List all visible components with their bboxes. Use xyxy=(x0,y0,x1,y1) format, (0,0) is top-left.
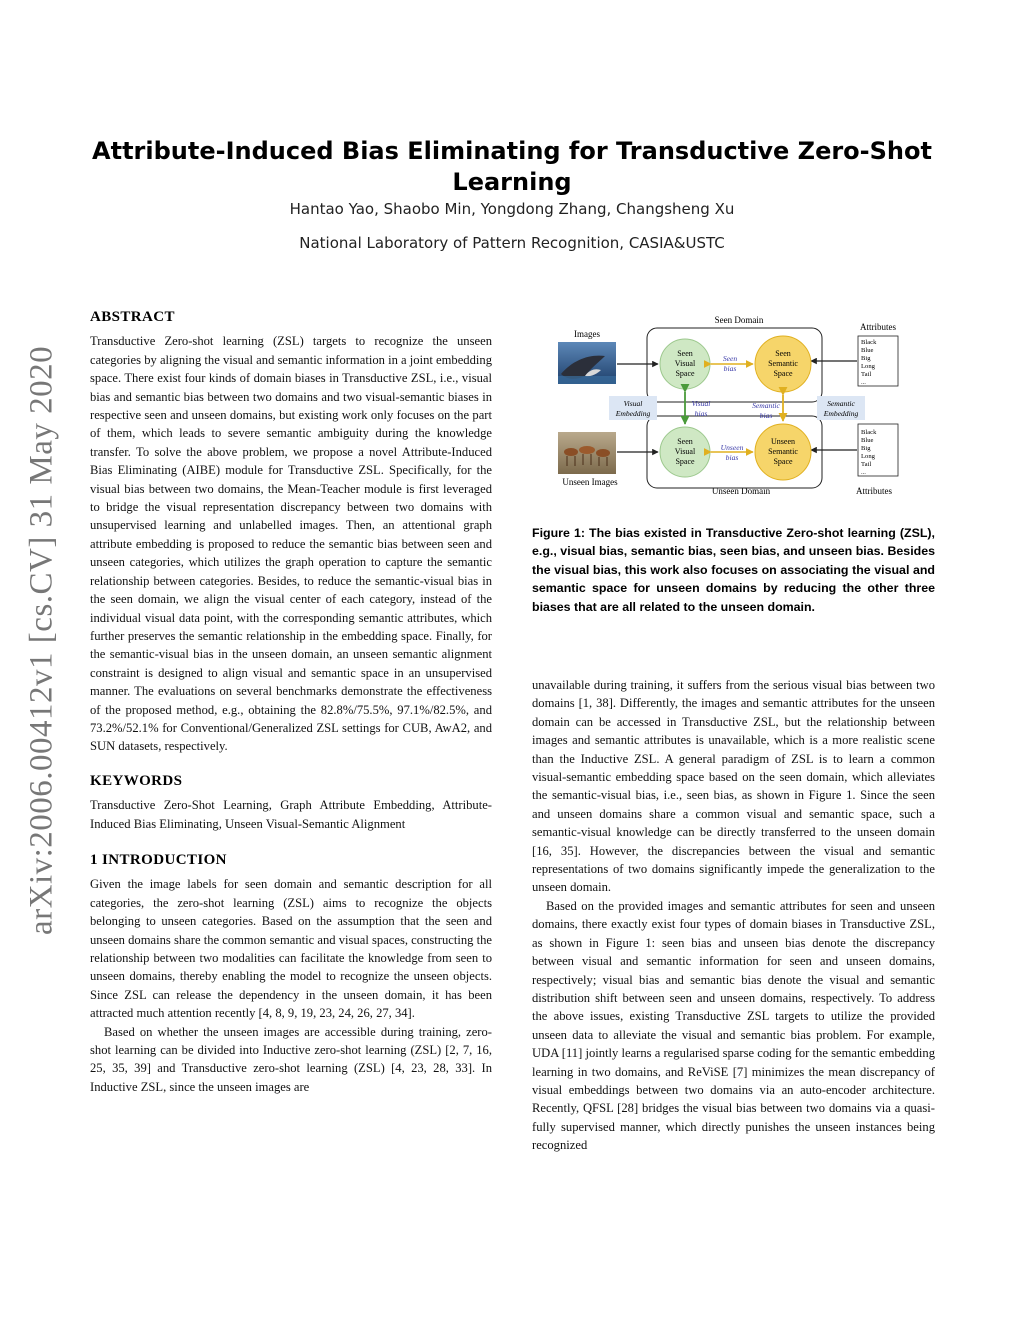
visual-embedding-label: Visual xyxy=(623,399,643,408)
affiliation: National Laboratory of Pattern Recognition, CASIA&USTC xyxy=(299,234,725,252)
introduction-heading: 1 INTRODUCTION xyxy=(90,851,227,868)
bias-diagram xyxy=(555,310,903,506)
attributes-top-label: Attributes xyxy=(860,322,896,332)
intro-paragraph-4: Based on the provided images and semantic attributes for seen and unseen domains, there exactly exist four types of domain biases in Transductive ZSL, as shown in Figure 1: seen bias and unseen bias denote the discrepancy between visual and semantic information for seen and unseen domains, respectively; visual bias and semantic bias denote the visual and semantic distribution shift between seen and unseen domains, respectively. To address the above issues, existing Transductive ZSL targets to utilize the provided unseen data to alleviate the visual and semantic bias problem. For example, UDA [11] jointly learns a regularised sparse coding for the semantic embedding learning in two domains, and ReViSE [7] minimizes the mean discrepancy of visual embeddings between two domains via an auto-encoder architecture. Recently, QFSL [28] bridges the visual bias between two domains via a quasi-fully supervised manner, which directly punishes the unseen instances being recognized xyxy=(532,898,935,1153)
abstract-heading: ABSTRACT xyxy=(90,309,175,325)
attr-bottom-item: Black xyxy=(861,429,877,436)
attr-bottom-item: Long xyxy=(861,453,875,460)
seen-visual-label: Space xyxy=(675,369,695,378)
attr-top-item: Blue xyxy=(861,347,874,354)
attr-bottom-item: Blue xyxy=(861,437,874,444)
unseen-visual-label: Visual xyxy=(674,447,696,456)
attr-top-item: Black xyxy=(861,339,877,346)
seen-domain-label: Seen Domain xyxy=(714,315,764,325)
keywords-heading: KEYWORDS xyxy=(90,772,183,789)
attr-bottom-item: Tail xyxy=(861,461,872,468)
semantic-embedding-label: Embedding xyxy=(823,409,859,418)
unseen-bias-label: Unseen xyxy=(720,443,744,452)
intro-paragraph-1: Given the image labels for seen domain and semantic description for all categories, the zero-shot learning (ZSL) aims to recognize the objects belonging to unseen categories. Based on the assumption that the seen and unseen domains share the common semantic and visual spaces, constructing the relationship between two modalities can facilitate the knowledge from seen to unseen domains, thereby enabling the model to recognize the unseen objects. Since ZSL can release the dependency in the unseen domain, it has been attracted much attention recently [4, 8, 9, 19, 23, 24, 26, 27, 34]. xyxy=(90,877,492,1021)
visual-bias-label: Visual xyxy=(691,399,711,408)
keywords-text: Transductive Zero-Shot Learning, Graph Attribute Embedding, Attribute-Induced Bias Eliminating, Unseen Visual-Semantic Alignment xyxy=(90,798,492,831)
whale-image xyxy=(558,342,616,384)
unseen-domain-label: Unseen Domain xyxy=(711,486,771,496)
seen-bias-label: Seen xyxy=(722,354,738,363)
deer-image xyxy=(558,432,616,474)
attr-top-item: Long xyxy=(861,363,875,370)
semantic-bias-label: Semantic xyxy=(752,401,780,410)
unseen-images-label: Unseen Images xyxy=(562,477,618,487)
intro-paragraph-2: Based on whether the unseen images are accessible during training, zero-shot learning can be divided into Inductive zero-shot learning (ZSL) [2, 7, 16, 25, 35, 39] and Transductive zero-shot learning (ZSL) [4, 23, 28, 33]. In Inductive ZSL, since the unseen images are xyxy=(90,1024,492,1094)
unseen-semantic-label: Space xyxy=(773,457,793,466)
left-column xyxy=(90,308,492,1096)
visual-embedding-label: Embedding xyxy=(615,409,651,418)
attr-top-item: Big xyxy=(861,355,871,362)
right-column xyxy=(532,676,935,1155)
intro-paragraph-3: unavailable during training, it suffers from the serious visual bias between two domains [1, 38]. Differently, the images and semantic attributes for the unseen domain can be accessed in Transductive ZSL, but the relationship between images and semantic attributes is unavailable, which is a more realistic scene than the Inductive ZSL. A general paradigm of ZSL is to learn a common visual-semantic embedding space based on the seen domain, which alleviates the semantic-visual bias, i.e., seen bias, as shown in Figure 1. Since the seen and unseen domains share a common visual and semantic space, such a semantic-visual knowledge can be directly transferred to the unseen domain [16, 35]. However, the discrepancies between the visual and semantic representations of two domains significantly impede the generalization to the unseen domain. xyxy=(532,678,935,895)
unseen-visual-label: Space xyxy=(675,457,695,466)
semantic-bias-label: bias xyxy=(759,411,773,420)
unseen-semantic-label: Unseen xyxy=(771,437,795,446)
attr-top-item: ... xyxy=(861,379,866,386)
seen-visual-label: Visual xyxy=(674,359,696,368)
attr-top-item: Tail xyxy=(861,371,872,378)
arxiv-identifier: arXiv:2006.00412v1 [cs.CV] 31 May 2020 xyxy=(23,345,60,935)
attr-bottom-item: ... xyxy=(861,469,866,476)
author-list: Hantao Yao, Shaobo Min, Yongdong Zhang, Changsheng Xu xyxy=(289,200,735,218)
abstract-text: Transductive Zero-shot learning (ZSL) targets to recognize the unseen categories by aligning the visual and semantic information in a joint embedding space. There exist four kinds of domain biases in Transductive ZSL, i.e., visual bias and semantic bias between two domains and two visual-semantic biases in respective seen and unseen domains, but existing work only focuses on the part of them, which leads to severe semantic ambiguity during the knowledge transfer. To solve the above problem, we propose a novel Attribute-Induced Bias Eliminating (AIBE) module for Transductive ZSL. Specifically, for the visual bias between two domains, the Mean-Teacher module is first leveraged to bridge the visual representation discrepancy between two domains with unsupervised learning and unlabelled images. Then, an attentional graph attribute embedding is proposed to reduce the semantic bias between seen and unseen categories, which utilizes the graph operation to capture the semantic relationship between categories. Besides, to reduce the semantic-visual bias in the seen domain, we align the visual center of each category, instead of the individual visual data point, with the corresponding semantic attributes, which further preserves the semantic relationship in the embedding space. Finally, for the semantic-visual bias in the unseen domain, an unseen semantic alignment constraint is designed to align visual and semantic space in an unsupervised manner. The evaluations on several benchmarks demonstrate the effectiveness of the proposed method, e.g., obtaining the 82.8%/75.5%, 97.1%/82.5%, and 73.2%/52.1% for Conventional/Generalized ZSL settings for CUB, AwA2, and SUN datasets, respectively. xyxy=(90,334,492,754)
unseen-bias-label: bias xyxy=(725,453,739,462)
paper-title: Attribute-Induced Bias Eliminating for Transductive Zero-Shot Learning xyxy=(92,137,932,196)
attr-bottom-item: Big xyxy=(861,445,871,452)
seen-semantic-label: Semantic xyxy=(768,359,798,368)
figure-caption: Figure 1: The bias existed in Transductive Zero-shot learning (ZSL), e.g., visual bias, semantic bias, seen bias, and unseen bias. Besides the visual bias, this work also focuses on associating the visual and semantic space for unseen domains by reducing the other three biases that are all related to the unseen domain. xyxy=(532,526,935,614)
semantic-embedding-label: Semantic xyxy=(827,399,855,408)
attributes-bottom-label: Attributes xyxy=(856,486,892,496)
seen-semantic-label: Space xyxy=(773,369,793,378)
unseen-semantic-label: Semantic xyxy=(768,447,798,456)
seen-semantic-label: Seen xyxy=(775,349,791,358)
figure-1 xyxy=(555,310,903,506)
seen-visual-label: Seen xyxy=(677,349,693,358)
unseen-visual-label: Seen xyxy=(677,437,693,446)
visual-bias-label: bias xyxy=(694,409,708,418)
images-label: Images xyxy=(574,329,600,339)
seen-bias-label: bias xyxy=(723,364,737,373)
